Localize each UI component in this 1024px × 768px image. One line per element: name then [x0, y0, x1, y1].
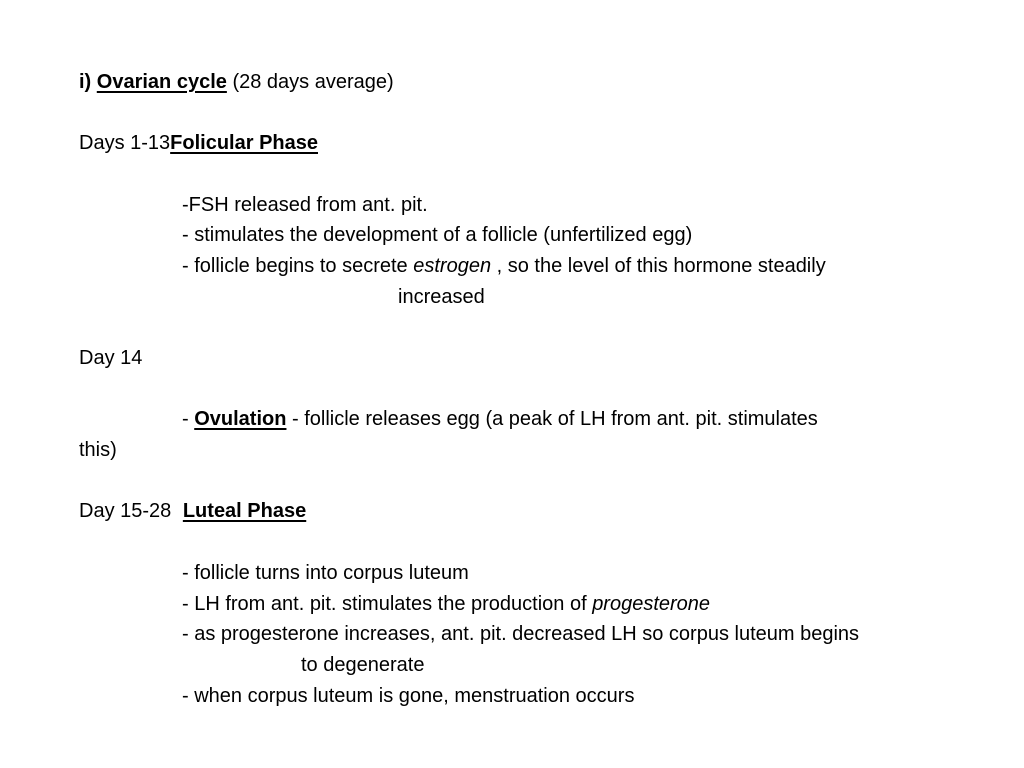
- follicular-point-3-continued: increased: [398, 286, 485, 308]
- luteal-point-2-pre: - LH from ant. pit. stimulates the production of: [182, 593, 593, 615]
- ovulation-text: - follicle releases egg (a peak of LH from ant. pit. stimulates: [286, 408, 818, 430]
- ovulation-point: [182, 407, 818, 431]
- follicular-point-2: - stimulates the development of a follicle (unfertilized egg): [182, 224, 693, 246]
- luteal-phase-name: Luteal Phase: [182, 500, 307, 522]
- follicular-phase-name: Folicular Phase: [170, 132, 318, 154]
- follicular-point-3-pre: - follicle begins to secrete: [182, 255, 414, 277]
- title-heading: Ovarian cycle: [96, 71, 227, 93]
- follicular-point-1: -FSH released from ant. pit.: [182, 194, 428, 216]
- follicular-point-3-post: , so the level of this hormone steadily: [491, 255, 826, 277]
- luteal-point-2: [182, 592, 710, 616]
- title-subtitle: (28 days average): [232, 71, 394, 93]
- follicular-days-label: Days 1-13: [79, 132, 171, 154]
- title-prefix: i): [79, 71, 92, 93]
- page-title: [79, 70, 394, 94]
- luteal-point-1: - follicle turns into corpus luteum: [182, 562, 469, 584]
- luteal-point-3-continued: to degenerate: [301, 654, 425, 676]
- estrogen-term: estrogen: [413, 255, 492, 277]
- progesterone-term: progesterone: [592, 593, 711, 615]
- luteal-heading: [79, 499, 306, 523]
- ovulation-text-continued: this): [79, 439, 117, 461]
- luteal-point-3: - as progesterone increases, ant. pit. decreased LH so corpus luteum begins: [182, 623, 860, 645]
- follicular-point-3: [182, 254, 826, 278]
- ovulation-days-label: Day 14: [79, 347, 143, 369]
- ovulation-term: Ovulation: [194, 408, 287, 430]
- luteal-days-label: Day 15-28: [79, 500, 172, 522]
- luteal-point-4: - when corpus luteum is gone, menstruation occurs: [182, 685, 635, 707]
- ovulation-dash: -: [182, 408, 195, 430]
- follicular-heading: [79, 131, 318, 155]
